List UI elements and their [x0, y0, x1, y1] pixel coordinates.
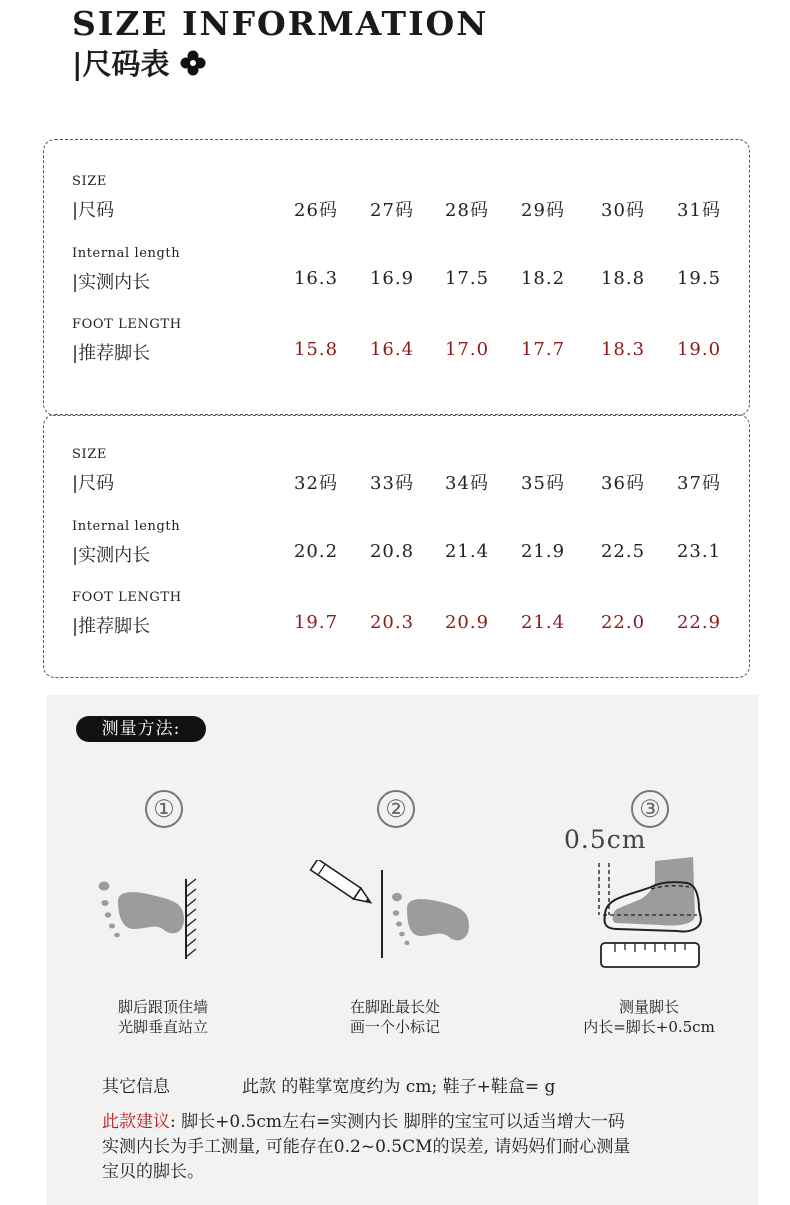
size-table-1: [43, 139, 750, 416]
other-info-text: 此款 的鞋掌宽度约为 cm; 鞋子+鞋盒= g: [242, 1077, 556, 1097]
internal-length-row: [44, 519, 749, 579]
caption-line: 脚后跟顶住墙: [117, 998, 208, 1016]
title-chinese: [72, 42, 206, 83]
step-number: ①: [145, 790, 183, 828]
other-info-line: [102, 1072, 555, 1097]
internal-label-cn: |实测内长: [72, 272, 151, 293]
size-cell: 37码: [677, 473, 721, 494]
size-cell: 26码: [294, 200, 338, 221]
size-label-cn: |尺码: [72, 200, 115, 221]
internal-length-row: [44, 246, 749, 306]
title-english: SIZE INFORMATION: [72, 4, 489, 43]
caption-line: 画一个小标记: [349, 1018, 440, 1036]
foot-cell: 17.7: [520, 339, 566, 360]
foot-label-cn: |推荐脚长: [72, 343, 151, 364]
shoe-ruler-icon: [591, 855, 706, 975]
internal-cell: 17.5: [444, 268, 490, 289]
foot-cell: 16.4: [369, 339, 415, 360]
other-info-label: 其它信息: [102, 1077, 170, 1097]
internal-cell: 18.2: [520, 268, 566, 289]
internal-cell: 20.2: [293, 541, 339, 562]
foot-cell: 22.9: [676, 612, 722, 633]
internal-cell: 20.8: [369, 541, 415, 562]
step-3-caption: [559, 997, 739, 1037]
size-cell: 30码: [601, 200, 645, 221]
foot-cell: 20.9: [444, 612, 490, 633]
internal-label-en: Internal length: [72, 246, 181, 261]
step-1-caption: [73, 997, 253, 1037]
size-label-cn: |尺码: [72, 473, 115, 494]
foot-cell: 22.0: [600, 612, 646, 633]
foot-cell: 17.0: [444, 339, 490, 360]
size-cell: 29码: [521, 200, 565, 221]
internal-cell: 19.5: [676, 268, 722, 289]
pencil-mark-toe-icon: [309, 860, 474, 960]
caption-line: 在脚趾最长处: [349, 998, 440, 1016]
internal-cell: 18.8: [600, 268, 646, 289]
caption-line: 光脚垂直站立: [117, 1018, 208, 1036]
caption-line: 测量脚长: [618, 998, 679, 1016]
title-chinese-text: |尺码表: [72, 47, 170, 81]
advice-text: : 脚长+0.5cm左右=实测内长 脚胖的宝宝可以适当增大一码: [170, 1112, 625, 1132]
foot-cell: 18.3: [600, 339, 646, 360]
internal-cell: 22.5: [600, 541, 646, 562]
size-cell: 32码: [294, 473, 338, 494]
foot-length-row: [44, 317, 749, 377]
internal-cell: 21.4: [444, 541, 490, 562]
caption-line: 内长=脚长+0.5cm: [583, 1018, 715, 1036]
foot-label-en: FOOT LENGTH: [72, 590, 182, 605]
size-cell: 33码: [370, 473, 414, 494]
size-cell: 34码: [445, 473, 489, 494]
foot-label-en: FOOT LENGTH: [72, 317, 182, 332]
foot-label-cn: |推荐脚长: [72, 616, 151, 637]
size-cell: 31码: [677, 200, 721, 221]
step-2-caption: [305, 997, 485, 1037]
note-line: 宝贝的脚长。: [102, 1162, 204, 1182]
internal-label-cn: |实测内长: [72, 545, 151, 566]
step-number: ③: [631, 790, 669, 828]
quatrefoil-icon: [180, 50, 206, 76]
size-row: [44, 174, 749, 234]
method-label: 测量方法:: [76, 716, 206, 742]
step-number: ②: [377, 790, 415, 828]
internal-label-en: Internal length: [72, 519, 181, 534]
size-table-2: [43, 414, 750, 678]
size-cell: 28码: [445, 200, 489, 221]
size-label-en: SIZE: [72, 447, 107, 462]
foot-cell: 20.3: [369, 612, 415, 633]
size-label-en: SIZE: [72, 174, 107, 189]
size-cell: 27码: [370, 200, 414, 221]
internal-cell: 23.1: [676, 541, 722, 562]
foot-cell: 19.0: [676, 339, 722, 360]
foot-cell: 21.4: [520, 612, 566, 633]
foot-cell: 15.8: [293, 339, 339, 360]
advice-line: [102, 1107, 625, 1132]
internal-cell: 16.3: [293, 268, 339, 289]
gap-label: 0.5cm: [564, 825, 647, 854]
foot-cell: 19.7: [293, 612, 339, 633]
size-row: [44, 447, 749, 507]
heel-against-wall-icon: [98, 875, 213, 965]
size-cell: 36码: [601, 473, 645, 494]
internal-cell: 16.9: [369, 268, 415, 289]
internal-cell: 21.9: [520, 541, 566, 562]
note-line: 实测内长为手工测量, 可能存在0.2~0.5CM的误差, 请妈妈们耐心测量: [102, 1137, 631, 1157]
foot-length-row: [44, 590, 749, 650]
advice-label: 此款建议: [102, 1112, 170, 1132]
measurement-panel: [46, 695, 758, 1205]
size-cell: 35码: [521, 473, 565, 494]
